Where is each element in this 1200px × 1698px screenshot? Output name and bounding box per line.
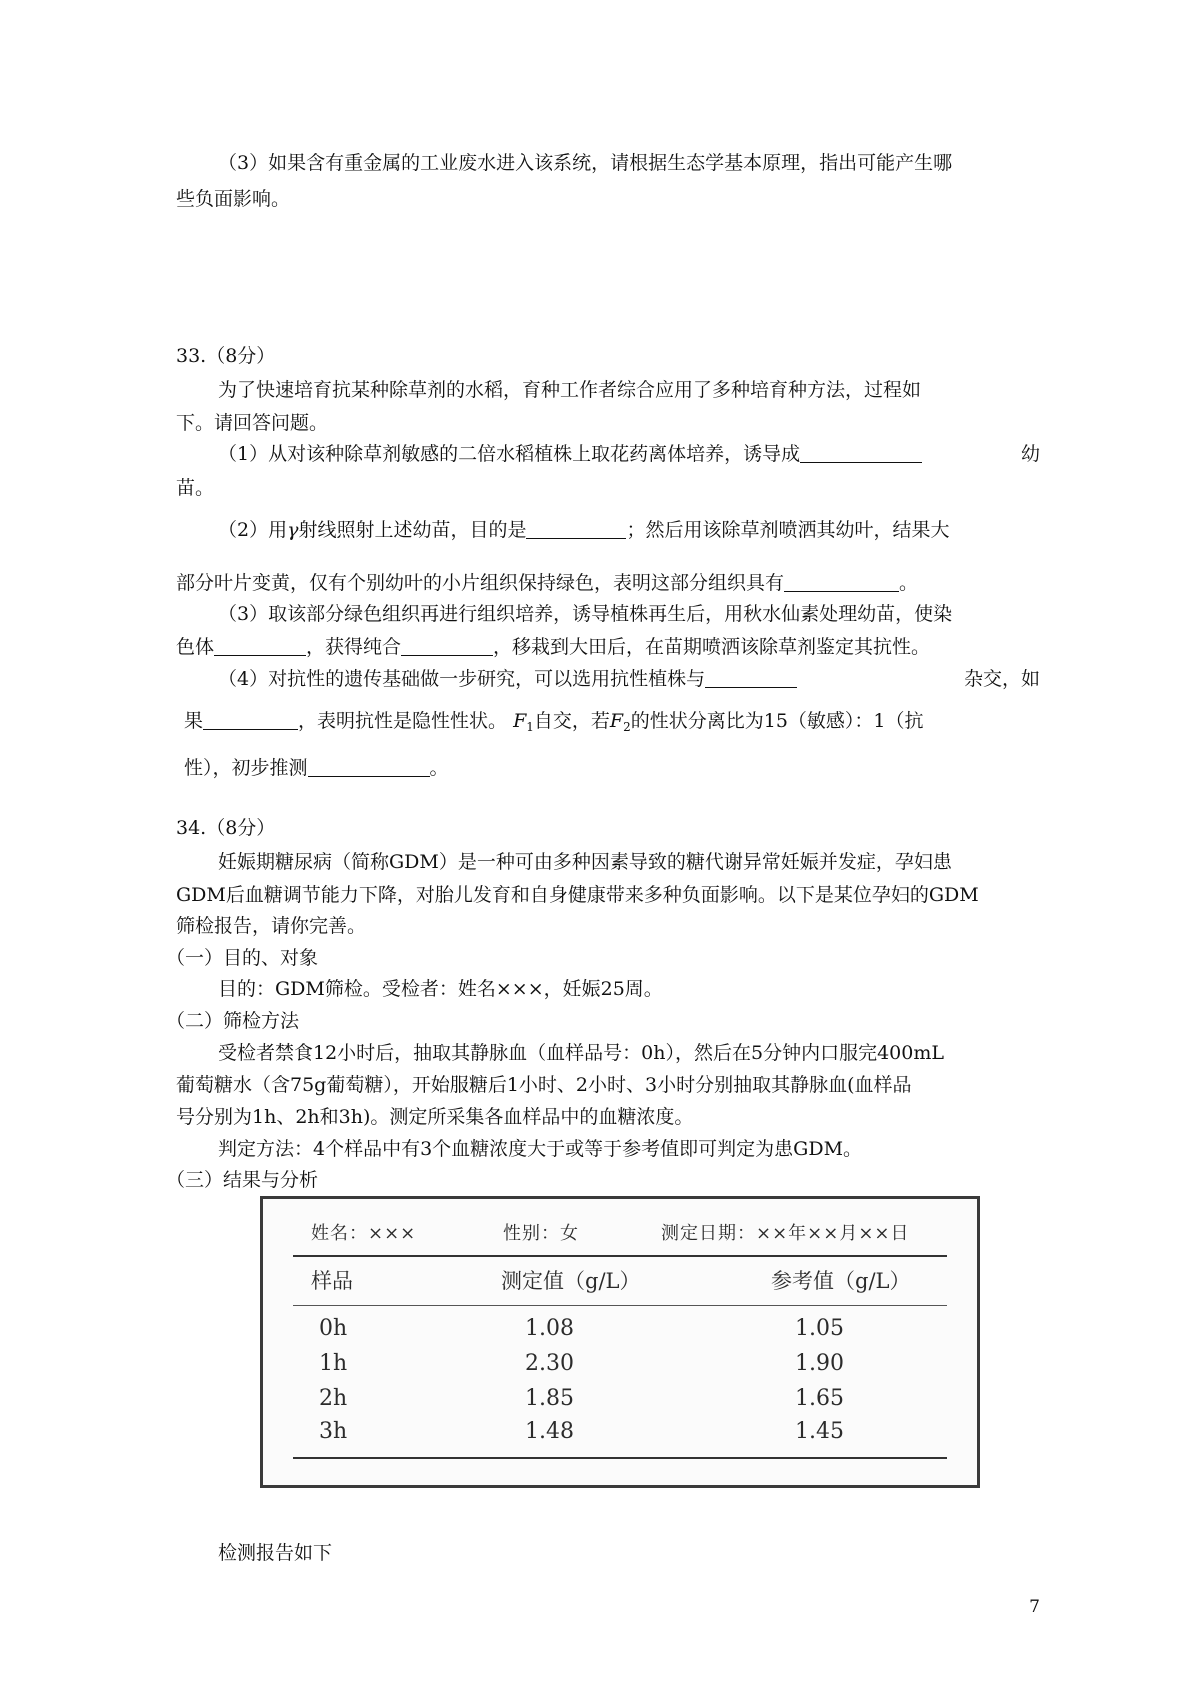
q34-section1-title: （一）目的、对象	[166, 947, 319, 969]
q33-part4-text-a: （4）对抗性的遗传基础做一步研究，可以选用抗性植株与	[218, 668, 706, 690]
q34-intro-line2: GDM后血糖调节能力下降，对胎儿发育和自身健康带来多种负面影响。以下是某位孕妇的GDM	[176, 884, 979, 906]
q33-part2-text-c: ；然后用该除草剂喷洒其幼叶，结果大	[626, 519, 950, 541]
q33-part4-text-e: 自交，若	[533, 710, 610, 732]
column-header-sample: 样品	[311, 1269, 353, 1293]
table-name-label: 姓名：×××	[311, 1223, 417, 1244]
table-cell-reference: 1.90	[795, 1351, 844, 1376]
q33-part1-line2: 苗。	[176, 477, 215, 499]
q32-part3-line1: （3）如果含有重金属的工业废水进入该系统，请根据生态学基本原理，指出可能产生哪	[218, 152, 953, 174]
q33-part3-text-c: ，获得纯合	[306, 636, 402, 658]
q33-part1-text: （1）从对该种除草剂敏感的二倍水稻植株上取花药离体培养，诱导成	[218, 443, 801, 465]
q33-part3-line2	[176, 634, 1040, 660]
q33-part3-text-d: ，移栽到大田后，在苗期喷洒该除草剂鉴定其抗性。	[493, 636, 931, 658]
f1-symbol: F	[513, 710, 527, 732]
q33-part4-text-c: 果	[184, 710, 204, 732]
q33-part4-text-f: 的性状分离比为15（敏感）：1（抗	[630, 710, 924, 732]
table-cell-sample: 2h	[319, 1386, 348, 1411]
q33-part4-text-g: 性），初步推测	[184, 757, 308, 779]
table-rule-bottom	[293, 1457, 947, 1459]
table-cell-reference: 1.45	[795, 1419, 844, 1444]
q33-part3-line1: （3）取该部分绿色组织再进行组织培养，诱导植株再生后，用秋水仙素处理幼苗，使染	[218, 603, 953, 625]
q33-part1-tail: 幼	[1020, 443, 1040, 465]
table-cell-measured: 1.85	[525, 1386, 574, 1411]
answer-blank[interactable]	[308, 758, 430, 777]
q33-part2-text-b: 射线照射上述幼苗，目的是	[298, 519, 527, 541]
page-number: 7	[1029, 1597, 1040, 1617]
table-cell-reference: 1.05	[795, 1316, 844, 1341]
table-cell-measured: 1.48	[525, 1419, 574, 1444]
table-cell-sample: 0h	[319, 1316, 348, 1341]
table-rule-middle	[293, 1305, 947, 1306]
q33-part2-text-e: 。	[899, 572, 919, 594]
q33-part2-line1	[218, 517, 1040, 543]
column-header-reference: 参考值（g/L）	[771, 1269, 911, 1293]
q33-part2-text-d: 部分叶片变黄，仅有个别幼叶的小片组织保持绿色，表明这部分组织具有	[176, 572, 785, 594]
q33-part4-text-b: 杂交，如	[963, 668, 1040, 690]
q33-intro-line2: 下。请回答问题。	[176, 412, 329, 434]
q33-part4-line1	[218, 666, 1040, 692]
q34-section1-text: 目的：GDM筛检。受检者：姓名×××，妊娠25周。	[218, 978, 663, 1000]
gamma-symbol: γ	[287, 519, 299, 541]
q33-part4-text-h: 。	[429, 757, 449, 779]
q34-intro-line1: 妊娠期糖尿病（简称GDM）是一种可由多种因素导致的糖代谢异常妊娠并发症，孕妇患	[218, 851, 952, 873]
q32-part3-line2: 些负面影响。	[176, 188, 291, 210]
q33-part4-text-d: ，表明抗性是隐性性状。	[298, 710, 508, 732]
q34-intro-line3: 筛检报告，请你完善。	[176, 915, 367, 937]
answer-blank[interactable]	[203, 711, 298, 730]
q33-part1-line1	[218, 441, 1040, 467]
q34-section2-text2: 葡萄糖水（含75g葡萄糖），开始服糖后1小时、2小时、3小时分别抽取其静脉血(血样品	[176, 1074, 912, 1096]
q34-section3-title: （三）结果与分析	[166, 1169, 319, 1191]
glucose-results-table	[260, 1196, 980, 1488]
table-cell-sample: 1h	[319, 1351, 348, 1376]
table-cell-measured: 1.08	[525, 1316, 574, 1341]
f2-symbol: F	[609, 710, 624, 732]
table-cell-measured: 2.30	[525, 1351, 574, 1376]
table-date-label: 测定日期：××年××月××日	[661, 1223, 910, 1244]
q33-part2-text-a: （2）用	[218, 519, 288, 541]
answer-blank[interactable]	[784, 573, 899, 592]
f1-subscript: 1	[526, 720, 534, 734]
q33-part3-text-b: 色体	[176, 636, 215, 658]
q34-section2-text1: 受检者禁食12小时后，抽取其静脉血（血样品号：0h），然后在5分钟内口服完400mL	[218, 1042, 944, 1064]
column-header-measured: 测定值（g/L）	[501, 1269, 641, 1293]
table-sex-label: 性别：女	[503, 1223, 579, 1244]
table-cell-reference: 1.65	[795, 1386, 844, 1411]
q33-part4-line2	[184, 708, 1040, 740]
q34-section2-title: （二）筛检方法	[166, 1010, 300, 1032]
q33-part4-line3	[184, 755, 1040, 781]
f2-subscript: 2	[623, 720, 631, 734]
report-note: 检测报告如下	[218, 1542, 333, 1564]
answer-blank[interactable]	[705, 669, 797, 688]
answer-blank[interactable]	[800, 444, 922, 463]
q33-part2-line2	[176, 570, 1040, 596]
answer-blank[interactable]	[526, 520, 626, 539]
q33-intro-line1: 为了快速培育抗某种除草剂的水稻，育种工作者综合应用了多种培育种方法，过程如	[218, 379, 922, 401]
answer-blank[interactable]	[214, 637, 306, 656]
table-rule-top	[293, 1255, 947, 1257]
answer-blank[interactable]	[401, 637, 493, 656]
q34-judgement-method: 判定方法：4个样品中有3个血糖浓度大于或等于参考值即可判定为患GDM。	[218, 1138, 863, 1160]
q33-header: 33.（8分）	[176, 345, 276, 367]
q34-header: 34.（8分）	[176, 817, 276, 839]
q34-section2-text3: 号分别为1h、2h和3h)。测定所采集各血样品中的血糖浓度。	[176, 1106, 694, 1128]
table-cell-sample: 3h	[319, 1419, 348, 1444]
